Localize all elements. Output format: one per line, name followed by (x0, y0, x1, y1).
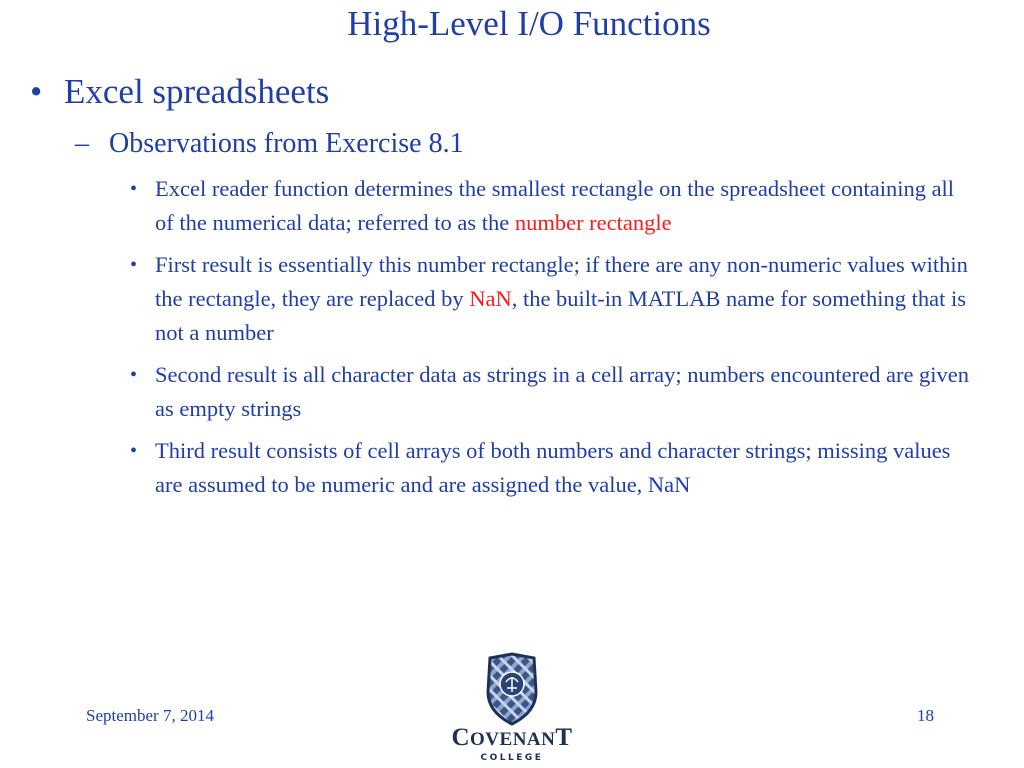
bullet-marker: • (130, 178, 138, 200)
bullet-marker: • (130, 440, 138, 462)
slide-title: High-Level I/O Functions (347, 4, 711, 43)
bullet-marker: • (130, 254, 138, 276)
list-item (130, 248, 970, 350)
bullet-level2-text: Observations from Exercise 8.1 (109, 128, 464, 159)
bullet-level1 (30, 72, 329, 112)
bullet-level3-list (130, 172, 970, 510)
list-item (130, 434, 970, 502)
footer-page-number: 18 (917, 706, 934, 725)
shield-icon (440, 652, 584, 726)
bullet-marker: • (130, 364, 138, 386)
logo-letter: T (555, 724, 573, 751)
college-logo (440, 652, 584, 764)
list-item-text: Third result consists of cell arrays of both numbers and character strings; missing values are assumed to be numeric and are assigned the value, NaN (155, 438, 951, 497)
dash-marker: – (75, 128, 89, 159)
logo-smallcaps: OVENAN (470, 729, 556, 750)
list-item-text: Second result is all character data as strings in a cell array; numbers encountered are given as empty strings (155, 362, 970, 421)
list-item-text: Excel reader function determines the smallest rectangle on the spreadsheet containing all of the numerical data; referred to as the (155, 176, 955, 235)
highlight-term: NaN (469, 286, 512, 311)
list-item (130, 172, 970, 240)
bullet-level2 (75, 127, 464, 161)
logo-wordmark (440, 724, 584, 752)
highlight-term: number rectangle (514, 210, 672, 235)
logo-letter: C (451, 724, 471, 751)
list-item-text: First result is essentially this number rectangle; if there are any non-numeric values within the rectangle, they are replaced by (155, 252, 968, 311)
bullet-level1-text: Excel spreadsheets (64, 72, 330, 111)
logo-subtitle: COLLEGE (480, 753, 544, 763)
footer-date: September 7, 2014 (86, 706, 214, 725)
list-item (130, 358, 970, 426)
bullet-marker: • (30, 72, 43, 111)
list-item-text-after: , the built-in MATLAB name for something that is not a number (155, 286, 967, 345)
